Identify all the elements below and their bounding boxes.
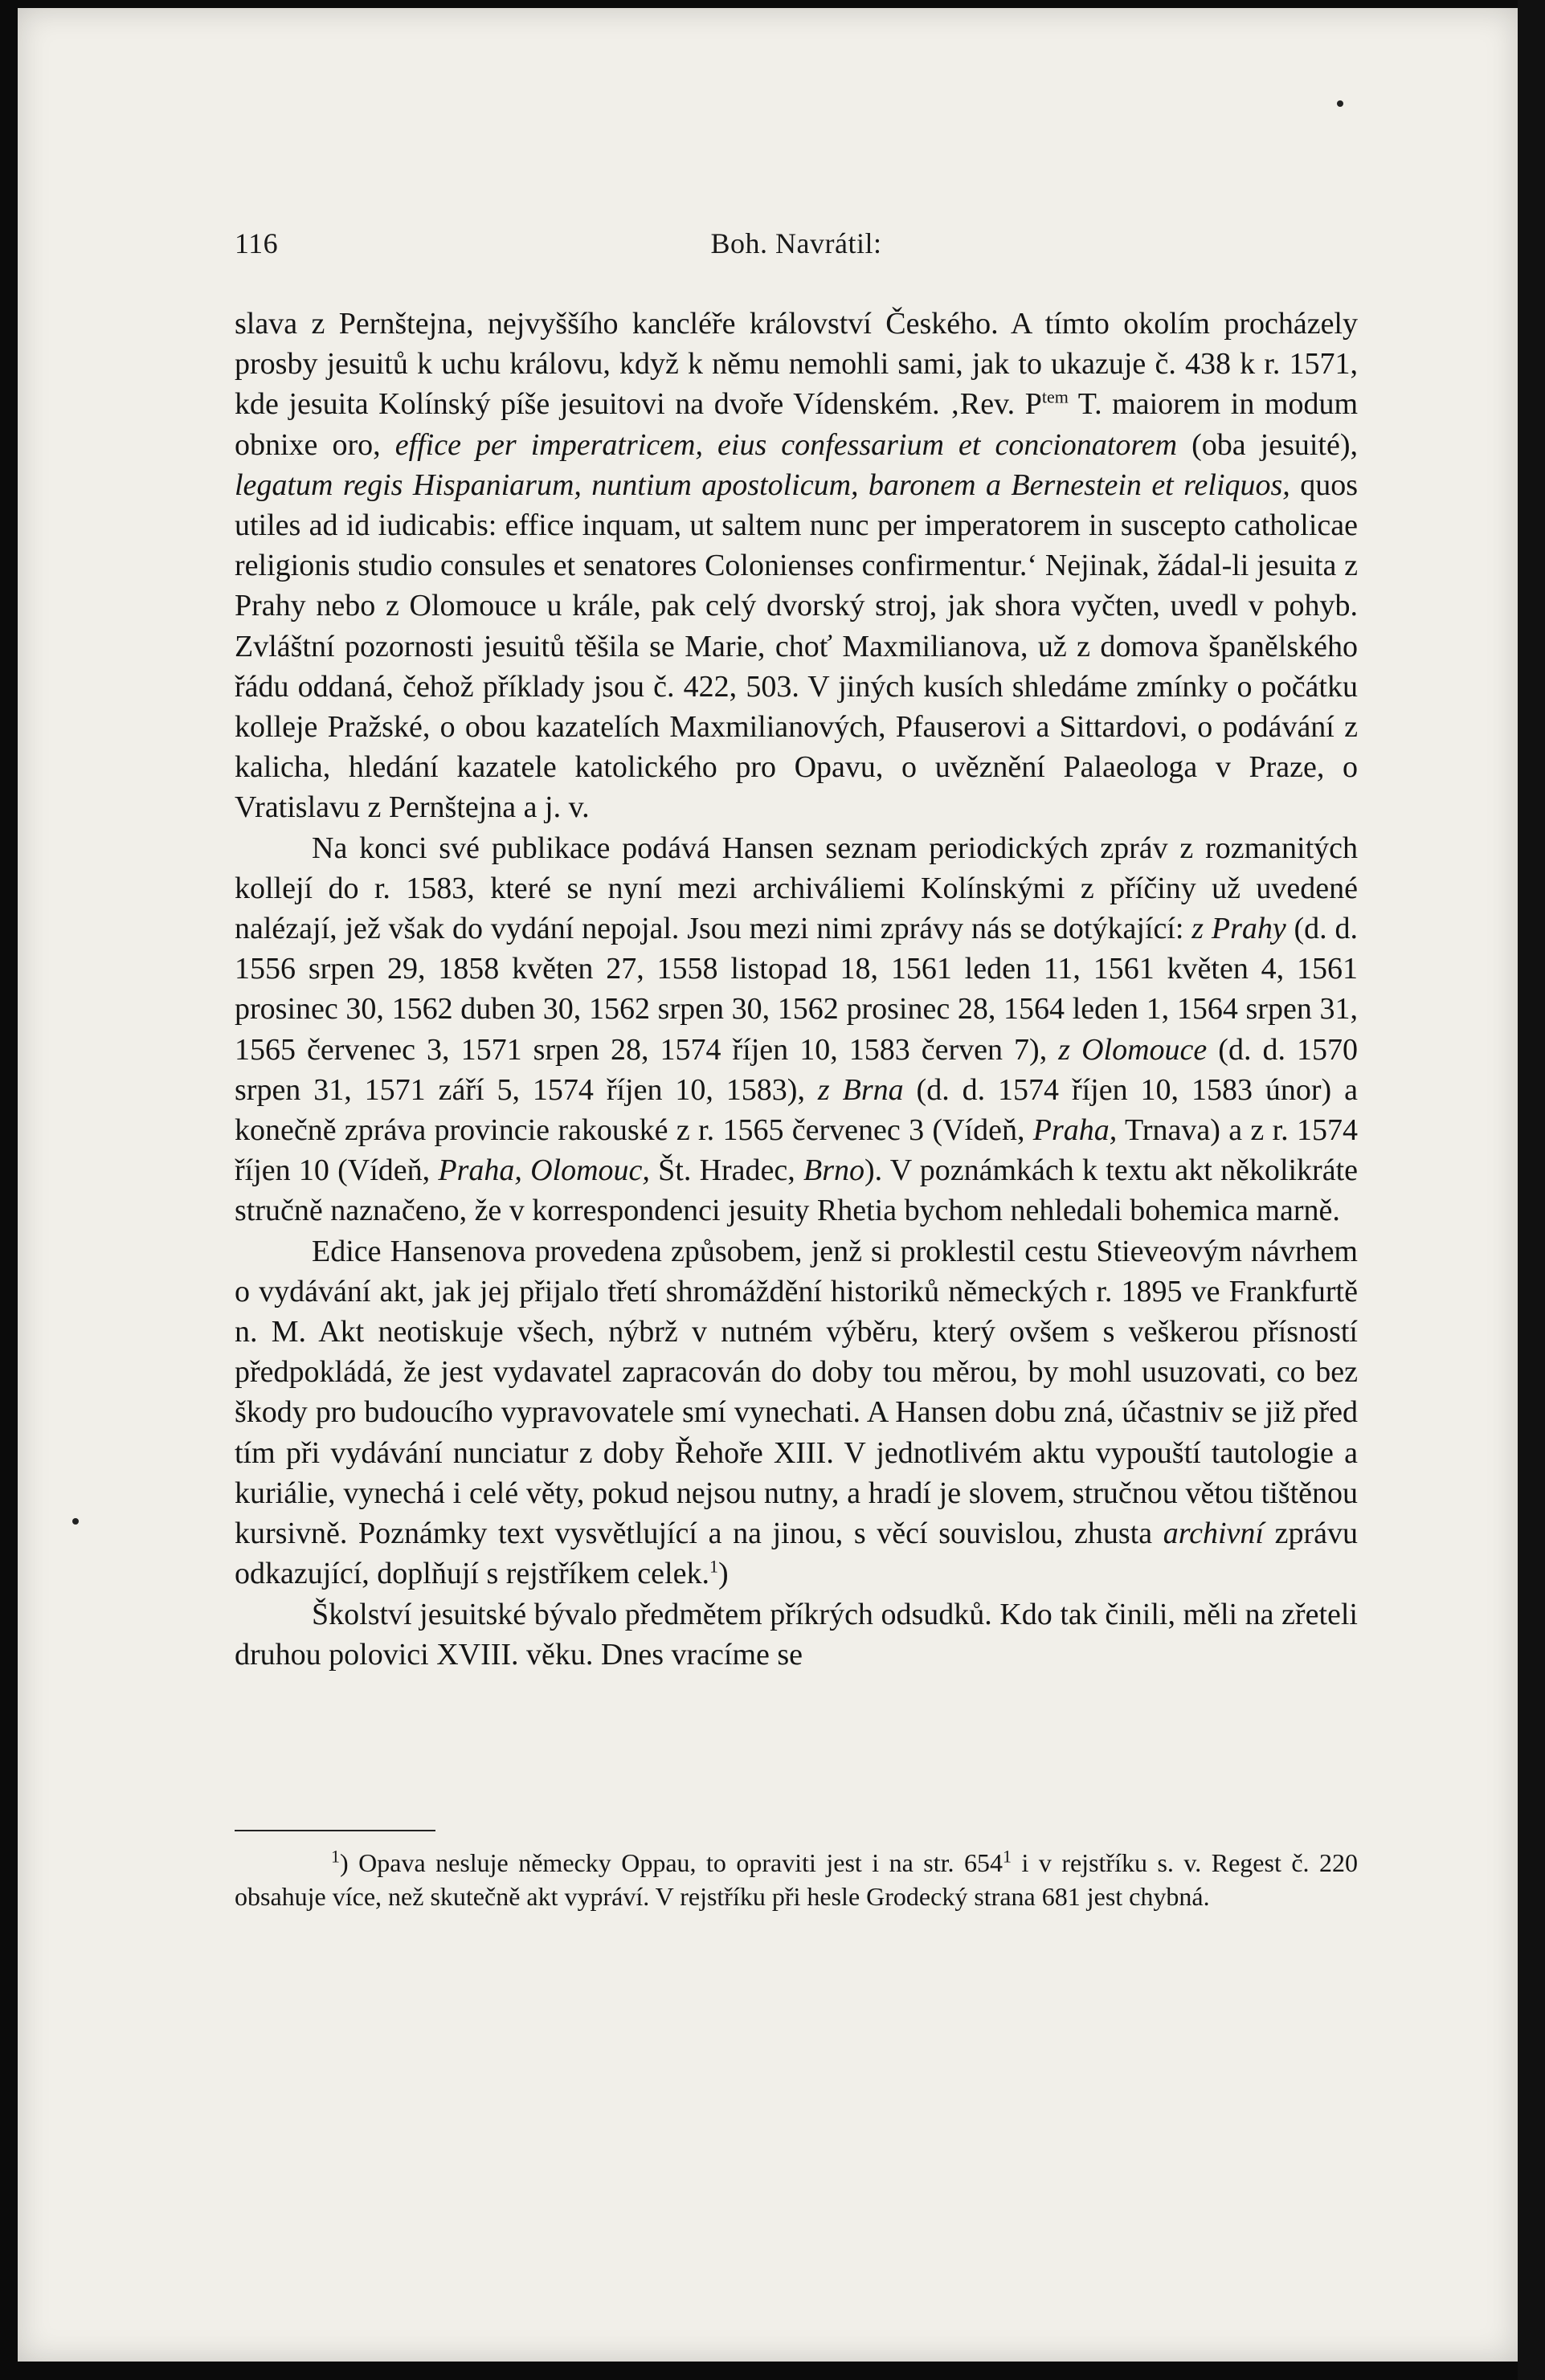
footnote-1: $^1$) Opava nesluje německy Oppau, to opraviti jest i na str. $654^1$ i v rejstříku s. v. Regest č. 220 obsahuje více, než skutečně akt vypráví. V rejstříku při hesle Grodecký strana 681 jest chybná. — [235, 1846, 1359, 1911]
latin-italic: effice per imperatricem, eius confessarium et concionatorem — [394, 427, 1178, 462]
main-text — [235, 304, 1358, 1675]
scan-border — [1518, 0, 1545, 2380]
paragraph-4: Školství jesuitské bývalo předmětem příkrých odsudků. Kdo tak činili, měli na zřeteli druhou polovici XVIII. věku. Dnes vracíme se — [235, 1597, 1358, 1672]
footnote-marker: 1 — [331, 1846, 340, 1867]
footnotes — [235, 1846, 1358, 1913]
latin-italic: legatum regis Hispaniarum, nuntium apostolicum, baronem a Bernestein et reliquos, — [235, 467, 1290, 502]
running-head-author: Boh. Navrátil: — [710, 227, 882, 259]
paragraph-1: slava z Pernštejna, nejvyššího kancléře království Českého. A tímto okolím procházely prosby jesuitů k uchu královu, když k němu nemohli sami, jak to ukazuje č. 438 k r. 1571, kde jesuita Kolínský píše jesuitovi na dvoře Vídenském. ‚Rev. $P^{tem}$ T. maiorem in modum obnixe oro, effice per imperatricem, eius confessarium et concionatorem (oba jesuité), legatum regis Hispaniarum, nuntium apostolicum, baronem a Bernestein et reliquos, quos utiles ad id iudicabis: effice inquam, ut saltem nunc per imperatorem in suscepto catholicae religionis studio consules et senatores Colonienses confirmentur.‘ Nejinak, žádal-li jesuita z Prahy nebo z Olomouce u krále, pak celý dvorský stroj, jak shora vyčten, uvedl v pohyb. Zvláštní pozornosti jesuitů těšila se Marie, choť Maxmilianova, už z domova španělského řádu oddaná, čehož příklady jsou č. 422, 503. V jiných kusích shledáme zmínky o počátku kolleje Pražské, o obou kazatelích Maxmilianových, Pfauserovi a Sittardovi, o podávání z kalicha, hledání kazatele katolického pro Opavu, o uvěznění Palaeologa v Praze, o Vratislavu z Pernštejna a j. v. — [235, 307, 1359, 825]
scan-speck — [1337, 100, 1343, 107]
place-italic: Praha, — [1032, 1113, 1118, 1148]
scanned-page — [18, 8, 1518, 2362]
superscript: 1 — [1003, 1846, 1012, 1867]
place-italic: Brno — [803, 1153, 865, 1188]
paragraph-3: Edice Hansenova provedena způsobem, jenž si proklestil cestu Stieveovým návrhem o vydávání akt, jak jej přijalo třetí shromáždění historiků německých r. 1895 ve Frankfurtě n. M. Akt neotiskuje všech, nýbrž v nutném výběru, který ovšem s veškerou přísností předpokládá, že jest vydavatel zapracován do doby tou měrou, by mohl usuzovati, co bez škody pro budoucího vypravovatele smí vynechati. A Hansen dobu zná, účastniv se již před tím při vydávání nunciatur z doby Řehoře XIII. V jednotlivém aktu vypouští tautologie a kuriálie, vynechá i celé věty, pokud nejsou nutny, a hradí je slovem, stručnou větou tištěnou kursivně. Poznámky text vysvětlující a na jinou, s věcí souvislou, zhusta archivní zprávu odkazující, doplňují s rejstříkem celek.$^1$) — [235, 1234, 1359, 1591]
footnote-divider — [235, 1830, 435, 1831]
superscript: tem — [1041, 386, 1069, 407]
place-italic: Praha, Olomouc, — [438, 1153, 650, 1188]
place-italic: z Olomouce — [1058, 1032, 1208, 1067]
place-italic: z Prahy — [1191, 912, 1286, 946]
place-italic: z Brna — [817, 1072, 904, 1107]
scan-speck — [72, 1518, 79, 1525]
page-number: 116 — [235, 227, 279, 259]
footnote-reference: 1 — [709, 1556, 718, 1577]
paragraph-2: Na konci své publikace podává Hansen seznam periodických zpráv z rozmanitých kollejí do r. 1583, které se nyní mezi archiváliemi Kolínskými z příčiny už uvedené nalézají, jež však do vydání nepojal. Jsou mezi nimi zprávy nás se dotýkající: z Prahy (d. d. 1556 srpen 29, 1858 květen 27, 1558 listopad 18, 1561 leden 11, 1561 květen 4, 1561 prosinec 30, 1562 duben 30, 1562 srpen 30, 1562 prosinec 28, 1564 leden 1, 1564 srpen 31, 1565 červenec 3, 1571 srpen 28, 1574 říjen 10, 1583 červen 7), z Olomouce (d. d. 1570 srpen 31, 1571 září 5, 1574 říjen 10, 1583), z Brna (d. d. 1574 říjen 10, 1583 únor) a konečně zpráva provincie rakouské z r. 1565 červenec 3 (Vídeň, Praha, Trnava) a z r. 1574 říjen 10 (Vídeň, Praha, Olomouc, Št. Hradec, Brno). V poznámkách k textu akt několikráte stručně naznačeno, že v korrespondenci jesuity Rhetia bychom nehledali bohemica marně. — [235, 831, 1359, 1228]
emphasis-italic: archivní — [1163, 1517, 1264, 1551]
